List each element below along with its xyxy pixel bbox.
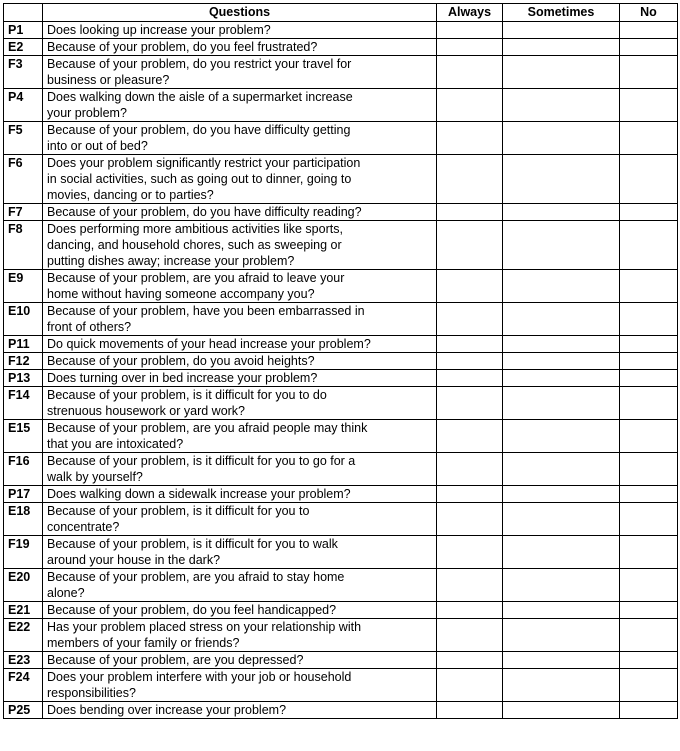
question-line: your problem? [47,106,127,120]
item-code: P11 [4,336,43,353]
question-line: Because of your problem, are you depressed? [47,653,304,667]
answer-cell-sometimes[interactable] [503,303,620,336]
answer-cell-sometimes[interactable] [503,569,620,602]
answer-cell-always[interactable] [437,619,503,652]
answer-cell-no[interactable] [620,370,678,387]
question-line: Does looking up increase your problem? [47,23,271,37]
header-code [4,4,43,22]
question-text [43,652,437,669]
item-code: E20 [4,569,43,602]
table-row [4,370,678,387]
item-code: F3 [4,56,43,89]
question-line: Because of your problem, do you avoid heights? [47,354,315,368]
question-line: Because of your problem, is it difficult for you to [47,504,310,518]
table-row [4,486,678,503]
answer-cell-always[interactable] [437,370,503,387]
answer-cell-always[interactable] [437,89,503,122]
table-row [4,39,678,56]
question-line: Do quick movements of your head increase your problem? [47,337,371,351]
answer-cell-sometimes[interactable] [503,420,620,453]
question-text [43,453,437,486]
item-code: F7 [4,204,43,221]
answer-cell-always[interactable] [437,303,503,336]
question-line: home without having someone accompany you? [47,287,315,301]
question-line: putting dishes away; increase your problem? [47,254,295,268]
table-row [4,702,678,719]
answer-cell-always[interactable] [437,569,503,602]
questionnaire-table [3,3,678,719]
question-line: that you are intoxicated? [47,437,184,451]
answer-cell-always[interactable] [437,336,503,353]
item-code: F24 [4,669,43,702]
answer-cell-no[interactable] [620,669,678,702]
question-line: Because of your problem, do you feel handicapped? [47,603,337,617]
question-text [43,39,437,56]
question-text [43,669,437,702]
answer-cell-always[interactable] [437,387,503,420]
table-row [4,503,678,536]
table-row [4,22,678,39]
question-text [43,569,437,602]
answer-cell-no[interactable] [620,387,678,420]
header-no: No [620,4,678,22]
answer-cell-no[interactable] [620,503,678,536]
header-questions: Questions [43,4,437,22]
answer-cell-always[interactable] [437,155,503,204]
answer-cell-no[interactable] [620,486,678,503]
question-line: Has your problem placed stress on your relationship with [47,620,362,634]
item-code: P4 [4,89,43,122]
answer-cell-no[interactable] [620,56,678,89]
item-code: P25 [4,702,43,719]
header-always: Always [437,4,503,22]
answer-cell-sometimes[interactable] [503,122,620,155]
item-code: E2 [4,39,43,56]
item-code: F12 [4,353,43,370]
question-text [43,22,437,39]
answer-cell-sometimes[interactable] [503,204,620,221]
answer-cell-always[interactable] [437,669,503,702]
question-text [43,204,437,221]
question-line: into or out of bed? [47,139,148,153]
item-code: E9 [4,270,43,303]
question-text [43,303,437,336]
question-text [43,221,437,270]
table-row [4,536,678,569]
answer-cell-no[interactable] [620,536,678,569]
question-line: business or pleasure? [47,73,170,87]
table-row [4,619,678,652]
question-line: Does performing more ambitious activities like sports, [47,222,343,236]
question-text [43,56,437,89]
question-text [43,619,437,652]
item-code: P17 [4,486,43,503]
answer-cell-no[interactable] [620,336,678,353]
question-line: Does your problem significantly restrict your participation [47,156,361,170]
question-text [43,536,437,569]
header-row [4,4,678,22]
question-line: members of your family or friends? [47,636,240,650]
answer-cell-always[interactable] [437,420,503,453]
question-line: Does bending over increase your problem? [47,703,287,717]
answer-cell-always[interactable] [437,56,503,89]
question-line: concentrate? [47,520,120,534]
question-line: Because of your problem, are you afraid to leave your [47,271,345,285]
item-code: E18 [4,503,43,536]
item-code: F16 [4,453,43,486]
item-code: F14 [4,387,43,420]
question-text [43,270,437,303]
answer-cell-sometimes[interactable] [503,652,620,669]
answer-cell-no[interactable] [620,89,678,122]
answer-cell-sometimes[interactable] [503,270,620,303]
answer-cell-sometimes[interactable] [503,536,620,569]
answer-cell-no[interactable] [620,602,678,619]
answer-cell-sometimes[interactable] [503,56,620,89]
answer-cell-always[interactable] [437,602,503,619]
question-text [43,89,437,122]
table-row [4,453,678,486]
table-row [4,155,678,204]
question-line: Does walking down a sidewalk increase your problem? [47,487,351,501]
question-text [43,486,437,503]
answer-cell-always[interactable] [437,204,503,221]
answer-cell-no[interactable] [620,453,678,486]
table-row [4,669,678,702]
answer-cell-always[interactable] [437,122,503,155]
question-line: Because of your problem, is it difficult for you to walk [47,537,338,551]
answer-cell-no[interactable] [620,39,678,56]
question-text [43,420,437,453]
table-row [4,89,678,122]
answer-cell-sometimes[interactable] [503,155,620,204]
answer-cell-sometimes[interactable] [503,453,620,486]
answer-cell-no[interactable] [620,155,678,204]
table-row [4,420,678,453]
table-row [4,602,678,619]
item-code: P13 [4,370,43,387]
question-text [43,602,437,619]
answer-cell-no[interactable] [620,122,678,155]
answer-cell-sometimes[interactable] [503,503,620,536]
table-row [4,221,678,270]
question-text [43,370,437,387]
table-row [4,652,678,669]
question-text [43,155,437,204]
answer-cell-sometimes[interactable] [503,619,620,652]
item-code: P1 [4,22,43,39]
answer-cell-no[interactable] [620,270,678,303]
answer-cell-no[interactable] [620,420,678,453]
answer-cell-no[interactable] [620,569,678,602]
question-line: Because of your problem, have you been embarrassed in [47,304,365,318]
answer-cell-sometimes[interactable] [503,39,620,56]
question-text [43,503,437,536]
question-text [43,336,437,353]
item-code: F6 [4,155,43,204]
answer-cell-always[interactable] [437,503,503,536]
answer-cell-sometimes[interactable] [503,702,620,719]
answer-cell-sometimes[interactable] [503,370,620,387]
answer-cell-always[interactable] [437,486,503,503]
question-line: Because of your problem, is it difficult for you to do [47,388,327,402]
table-row [4,569,678,602]
question-line: strenuous housework or yard work? [47,404,246,418]
answer-cell-always[interactable] [437,221,503,270]
header-sometimes: Sometimes [503,4,620,22]
question-line: in social activities, such as going out to dinner, going to [47,172,352,186]
answer-cell-sometimes[interactable] [503,22,620,39]
item-code: E23 [4,652,43,669]
question-line: Does walking down the aisle of a supermarket increase [47,90,353,104]
answer-cell-sometimes[interactable] [503,353,620,370]
question-line: Does turning over in bed increase your problem? [47,371,318,385]
question-text [43,387,437,420]
answer-cell-always[interactable] [437,270,503,303]
item-code: E21 [4,602,43,619]
answer-cell-always[interactable] [437,702,503,719]
answer-cell-sometimes[interactable] [503,486,620,503]
table-row [4,204,678,221]
question-line: Because of your problem, do you restrict your travel for [47,57,352,71]
question-line: movies, dancing or to parties? [47,188,214,202]
question-line: dancing, and household chores, such as sweeping or [47,238,342,252]
question-text [43,353,437,370]
answer-cell-always[interactable] [437,536,503,569]
answer-cell-sometimes[interactable] [503,336,620,353]
item-code: F5 [4,122,43,155]
answer-cell-no[interactable] [620,353,678,370]
question-line: responsibilities? [47,686,136,700]
question-line: Because of your problem, is it difficult for you to go for a [47,454,356,468]
question-line: walk by yourself? [47,470,143,484]
table-row [4,387,678,420]
item-code: E10 [4,303,43,336]
answer-cell-always[interactable] [437,453,503,486]
question-text [43,702,437,719]
question-line: front of others? [47,320,132,334]
answer-cell-no[interactable] [620,22,678,39]
question-line: Because of your problem, do you have difficulty reading? [47,205,362,219]
table-row [4,336,678,353]
answer-cell-no[interactable] [620,303,678,336]
answer-cell-always[interactable] [437,39,503,56]
item-code: F19 [4,536,43,569]
answer-cell-sometimes[interactable] [503,602,620,619]
answer-cell-always[interactable] [437,652,503,669]
question-line: around your house in the dark? [47,553,221,567]
question-line: alone? [47,586,85,600]
question-line: Because of your problem, are you afraid to stay home [47,570,345,584]
table-row [4,56,678,89]
answer-cell-sometimes[interactable] [503,221,620,270]
table-row [4,270,678,303]
question-text [43,122,437,155]
answer-cell-no[interactable] [620,619,678,652]
question-line: Does your problem interfere with your job or household [47,670,352,684]
answer-cell-no[interactable] [620,702,678,719]
answer-cell-no[interactable] [620,221,678,270]
answer-cell-sometimes[interactable] [503,669,620,702]
table-row [4,303,678,336]
answer-cell-no[interactable] [620,652,678,669]
answer-cell-always[interactable] [437,353,503,370]
question-line: Because of your problem, do you have difficulty getting [47,123,351,137]
answer-cell-sometimes[interactable] [503,89,620,122]
answer-cell-sometimes[interactable] [503,387,620,420]
answer-cell-always[interactable] [437,22,503,39]
question-line: Because of your problem, are you afraid people may think [47,421,368,435]
item-code: E22 [4,619,43,652]
item-code: F8 [4,221,43,270]
table-row [4,353,678,370]
questions-body [4,22,678,719]
table-row [4,122,678,155]
question-line: Because of your problem, do you feel frustrated? [47,40,318,54]
item-code: E15 [4,420,43,453]
answer-cell-no[interactable] [620,204,678,221]
